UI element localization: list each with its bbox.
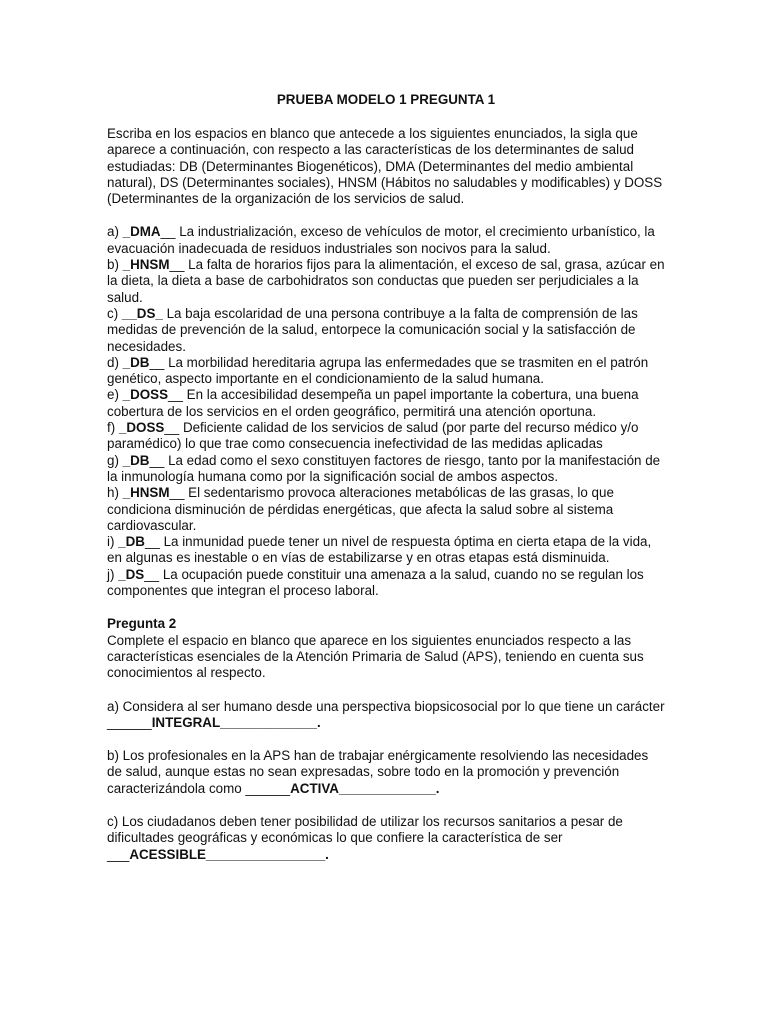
item-answer: _DMA xyxy=(122,224,161,240)
item-text: La morbilidad hereditaria agrupa las enfermedades que se trasmiten en el patrón genético, aspecto importante en el condicionamiento de la salud humana. xyxy=(107,354,649,387)
item-answer: _DOSS xyxy=(118,420,165,436)
list-item xyxy=(107,387,665,420)
item-blank: __ xyxy=(169,257,189,273)
item-blank: __ xyxy=(144,566,163,582)
item-text: En la accesibilidad desempeña un papel importante la cobertura, una buena cobertura de los servicios en el orden geográfico, permitirá una atención oportuna. xyxy=(107,387,639,419)
item-prefix: d) xyxy=(107,354,123,370)
item-prefix: g) xyxy=(107,452,123,468)
answers-list xyxy=(107,224,665,599)
list-item xyxy=(107,485,665,534)
item-prefix: j) xyxy=(107,566,119,582)
item-text: El sedentarismo provoca alteraciones metabólicas de las grasas, lo que condiciona disminución de pérdidas energéticas, que afecta la salud sobre al sistema cardiovascular. xyxy=(107,485,614,533)
item-blank: __ xyxy=(169,485,189,501)
item-answer: _HNSM xyxy=(122,485,170,501)
item-blank: __ xyxy=(168,387,187,403)
intro-paragraph: Escriba en los espacios en blanco que antecede a los siguientes enunciados, la sigla que aparece a continuación, con respecto a las características de los determinantes de salud estudiadas: DB (Determinantes Biogenéticos), DMA (Determinantes del medio ambiental natural), DS (Determinantes sociales), HNSM (Hábitos no saludables y modificables) y DOSS (Determinantes de la organización de los servicios de salud. xyxy=(107,126,663,207)
list-item xyxy=(107,534,665,567)
question-answer: INTEGRAL_____________. xyxy=(151,714,321,730)
document-page xyxy=(107,92,665,863)
item-answer: _DS xyxy=(118,566,145,582)
item-text: La inmunidad puede tener un nivel de respuesta óptima en cierta etapa de la vida, en algunas es inestable o en vías de estabilizarse y en otras etapas está disminuida. xyxy=(107,534,652,566)
item-blank: __ xyxy=(149,452,169,468)
item-answer: _DB xyxy=(118,534,145,550)
item-answer: __DS_ xyxy=(121,305,163,321)
item-text: La ocupación puede constituir una amenaza a la salud, cuando no se regulan los componentes que integran el proceso laboral. xyxy=(107,566,644,599)
item-prefix: f) xyxy=(107,420,119,436)
item-prefix: h) xyxy=(107,485,123,501)
spacer xyxy=(107,731,665,748)
spacer xyxy=(107,682,665,699)
list-item xyxy=(107,224,665,257)
question-item xyxy=(107,699,665,732)
item-text: La falta de horarios fijos para la alimentación, el exceso de sal, grasa, azúcar en la dieta, la dieta a base de carbohidratos son conductas que pueden ser perjudiciales a la salud. xyxy=(107,257,665,305)
item-text: La industrialización, exceso de vehículos de motor, el crecimiento urbanístico, la evacuación inadecuada de residuos industriales son nocivos para la salud. xyxy=(107,224,655,256)
item-text: La edad como el sexo constituyen factores de riesgo, tanto por la manifestación de la inmunología humana como por la significación social de ambos aspectos. xyxy=(107,452,661,484)
section-2 xyxy=(107,616,665,863)
item-blank: __ xyxy=(164,420,183,436)
question-text: c) Los ciudadanos deben tener posibilidad de utilizar los recursos sanitarios a pesar de dificultades geográficas y económicas lo que confiere la característica de ser ___ xyxy=(107,813,623,862)
spacer xyxy=(107,797,665,814)
item-prefix: b) xyxy=(107,257,123,273)
list-item xyxy=(107,257,665,306)
item-prefix: c) xyxy=(107,305,122,321)
item-text: La baja escolaridad de una persona contribuye a la falta de comprensión de las medidas de prevención de la salud, entorpece la comunicación social y la satisfacción de necesidades. xyxy=(107,305,638,354)
item-text: Deficiente calidad de los servicios de salud (por parte del recurso médico y/o paramédico) lo que trae como consecuencia inefectividad de las medidas aplicadas xyxy=(107,420,639,452)
item-blank: __ xyxy=(160,224,180,240)
section-intro: Complete el espacio en blanco que aparece en los siguientes enunciados respecto a las características esenciales de la Atención Primaria de Salud (APS), teniendo en cuenta sus conocimientos al respecto. xyxy=(107,632,644,681)
item-prefix: i) xyxy=(107,534,119,550)
question-item xyxy=(107,814,665,863)
list-item xyxy=(107,567,665,600)
item-prefix: e) xyxy=(107,387,123,403)
question-item xyxy=(107,748,665,797)
item-answer: _DB xyxy=(122,452,150,468)
question-answer: ACTIVA_____________. xyxy=(290,780,440,796)
item-answer: _HNSM xyxy=(122,257,170,273)
item-answer: _DB xyxy=(122,354,150,370)
list-item xyxy=(107,306,665,355)
question-answer: ACESSIBLE________________. xyxy=(129,846,329,862)
item-blank: __ xyxy=(149,354,169,370)
section-title: Pregunta 2 xyxy=(107,616,177,632)
list-item xyxy=(107,355,665,388)
list-item xyxy=(107,420,665,453)
list-item xyxy=(107,453,665,486)
item-blank: __ xyxy=(144,534,164,550)
question-text: a) Considera al ser humano desde una perspectiva biopsicosocial por lo que tiene un carácter ______ xyxy=(107,698,665,730)
question-text: b) Los profesionales en la APS han de trabajar enérgicamente resolviendo las necesidades de salud, aunque estas no sean expresadas, sobre todo en la promoción y prevención caracterizándola como ______ xyxy=(107,748,649,796)
item-answer: _DOSS xyxy=(122,387,169,403)
document-title: PRUEBA MODELO 1 PREGUNTA 1 xyxy=(276,92,496,107)
item-prefix: a) xyxy=(107,224,123,240)
